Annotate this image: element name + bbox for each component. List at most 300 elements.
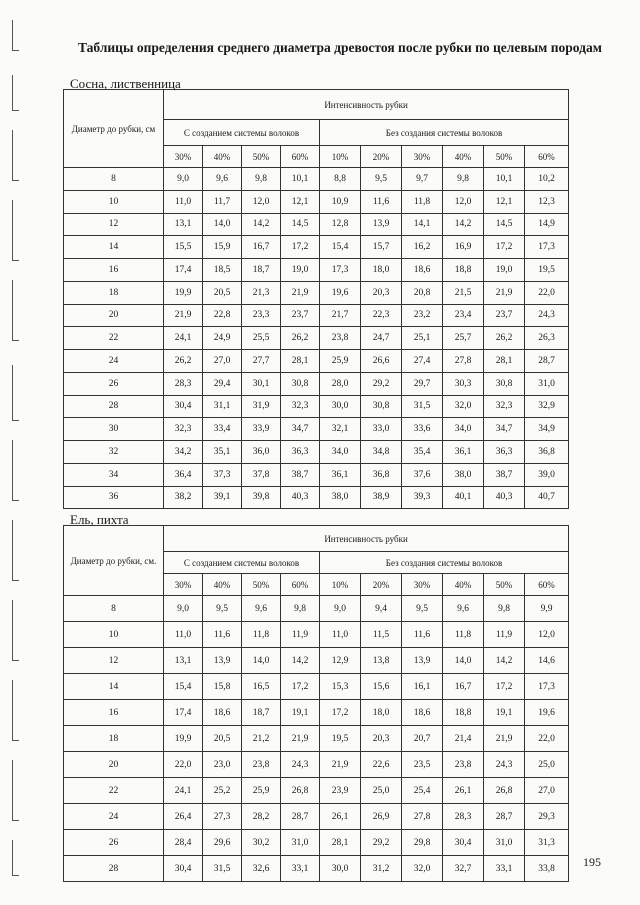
section-title-pine: Сосна, лиственница (70, 76, 181, 91)
value-cell: 20,7 (402, 726, 443, 752)
value-cell: 14,1 (402, 213, 443, 236)
diameter-cell: 20 (64, 752, 164, 778)
diameter-header: Диаметр до рубки, см (64, 90, 164, 168)
value-cell: 23,9 (320, 778, 361, 804)
value-cell: 34,8 (361, 441, 402, 464)
value-cell: 25,0 (361, 778, 402, 804)
value-cell: 30,4 (164, 856, 203, 882)
value-cell: 33,0 (361, 418, 402, 441)
table-row (64, 304, 569, 327)
value-cell: 21,9 (320, 752, 361, 778)
value-cell: 21,9 (484, 281, 525, 304)
value-cell: 38,7 (484, 463, 525, 486)
table-row (64, 752, 569, 778)
value-cell: 17,4 (164, 259, 203, 282)
table-row (64, 700, 569, 726)
diameter-cell: 14 (64, 674, 164, 700)
value-cell: 17,2 (484, 674, 525, 700)
value-cell: 16,9 (443, 236, 484, 259)
value-cell: 14,2 (443, 213, 484, 236)
value-cell: 33,1 (484, 856, 525, 882)
intensity-col-without: 50% (484, 574, 525, 596)
value-cell: 39,0 (525, 463, 569, 486)
value-cell: 18,6 (402, 259, 443, 282)
value-cell: 24,1 (164, 778, 203, 804)
page-title: Таблицы определения среднего диаметра древостоя после рубки по целевым породам (78, 40, 602, 55)
value-cell: 28,3 (443, 804, 484, 830)
value-cell: 26,8 (484, 778, 525, 804)
value-cell: 24,1 (164, 327, 203, 350)
value-cell: 31,3 (525, 830, 569, 856)
value-cell: 27,8 (443, 350, 484, 373)
value-cell: 22,8 (203, 304, 242, 327)
value-cell: 18,5 (203, 259, 242, 282)
value-cell: 24,3 (525, 304, 569, 327)
value-cell: 29,8 (402, 830, 443, 856)
value-cell: 12,0 (525, 622, 569, 648)
value-cell: 34,7 (484, 418, 525, 441)
intensity-col-with: 50% (242, 574, 281, 596)
value-cell: 19,1 (484, 700, 525, 726)
value-cell: 13,1 (164, 213, 203, 236)
value-cell: 15,4 (320, 236, 361, 259)
value-cell: 13,9 (203, 648, 242, 674)
value-cell: 11,8 (402, 190, 443, 213)
value-cell: 11,8 (443, 622, 484, 648)
value-cell: 28,1 (320, 830, 361, 856)
diameter-cell: 8 (64, 168, 164, 191)
value-cell: 36,1 (443, 441, 484, 464)
table-row (64, 726, 569, 752)
value-cell: 18,6 (402, 700, 443, 726)
value-cell: 27,0 (203, 350, 242, 373)
value-cell: 23,4 (443, 304, 484, 327)
value-cell: 11,0 (320, 622, 361, 648)
value-cell: 31,5 (402, 395, 443, 418)
value-cell: 10,1 (281, 168, 320, 191)
table-row (64, 441, 569, 464)
value-cell: 26,2 (281, 327, 320, 350)
value-cell: 36,0 (242, 441, 281, 464)
value-cell: 14,0 (443, 648, 484, 674)
diameter-cell: 12 (64, 648, 164, 674)
value-cell: 15,9 (203, 236, 242, 259)
value-cell: 17,2 (281, 236, 320, 259)
value-cell: 35,1 (203, 441, 242, 464)
value-cell: 32,1 (320, 418, 361, 441)
intensity-col-without: 40% (443, 574, 484, 596)
intensity-col-without: 20% (361, 574, 402, 596)
value-cell: 29,2 (361, 830, 402, 856)
value-cell: 12,8 (320, 213, 361, 236)
value-cell: 24,3 (281, 752, 320, 778)
value-cell: 27,3 (203, 804, 242, 830)
table-row (64, 213, 569, 236)
value-cell: 25,0 (525, 752, 569, 778)
value-cell: 9,0 (320, 596, 361, 622)
diameter-cell: 34 (64, 463, 164, 486)
diameter-cell: 30 (64, 418, 164, 441)
table-pine-larch (63, 89, 569, 509)
value-cell: 28,4 (164, 830, 203, 856)
diameter-cell: 16 (64, 259, 164, 282)
diameter-cell: 24 (64, 804, 164, 830)
value-cell: 36,8 (361, 463, 402, 486)
value-cell: 29,7 (402, 372, 443, 395)
value-cell: 9,0 (164, 596, 203, 622)
value-cell: 12,1 (281, 190, 320, 213)
table-row (64, 486, 569, 509)
value-cell: 36,4 (164, 463, 203, 486)
intensity-col-without: 30% (402, 146, 443, 168)
value-cell: 27,8 (402, 804, 443, 830)
value-cell: 21,2 (242, 726, 281, 752)
table-row (64, 856, 569, 882)
value-cell: 15,5 (164, 236, 203, 259)
diameter-cell: 20 (64, 304, 164, 327)
intensity-col-with: 30% (164, 574, 203, 596)
value-cell: 13,1 (164, 648, 203, 674)
value-cell: 16,7 (443, 674, 484, 700)
value-cell: 25,7 (443, 327, 484, 350)
value-cell: 21,9 (484, 726, 525, 752)
value-cell: 38,9 (361, 486, 402, 509)
value-cell: 31,0 (525, 372, 569, 395)
value-cell: 20,3 (361, 726, 402, 752)
diameter-cell: 36 (64, 486, 164, 509)
diameter-cell: 26 (64, 830, 164, 856)
intensity-header: Интенсивность рубки (164, 526, 569, 552)
value-cell: 21,4 (443, 726, 484, 752)
value-cell: 36,3 (281, 441, 320, 464)
table-row (64, 418, 569, 441)
value-cell: 34,9 (525, 418, 569, 441)
intensity-col-with: 30% (164, 146, 203, 168)
value-cell: 19,0 (281, 259, 320, 282)
value-cell: 19,9 (164, 281, 203, 304)
diameter-cell: 16 (64, 700, 164, 726)
value-cell: 30,1 (242, 372, 281, 395)
value-cell: 25,9 (242, 778, 281, 804)
value-cell: 11,9 (484, 622, 525, 648)
value-cell: 25,2 (203, 778, 242, 804)
value-cell: 18,0 (361, 700, 402, 726)
value-cell: 39,1 (203, 486, 242, 509)
value-cell: 14,2 (281, 648, 320, 674)
value-cell: 9,6 (443, 596, 484, 622)
value-cell: 11,6 (361, 190, 402, 213)
value-cell: 9,7 (402, 168, 443, 191)
value-cell: 11,0 (164, 622, 203, 648)
value-cell: 11,8 (242, 622, 281, 648)
value-cell: 10,1 (484, 168, 525, 191)
value-cell: 28,7 (484, 804, 525, 830)
intensity-header: Интенсивность рубки (164, 90, 569, 120)
value-cell: 31,0 (281, 830, 320, 856)
value-cell: 26,8 (281, 778, 320, 804)
value-cell: 28,7 (281, 804, 320, 830)
value-cell: 30,8 (484, 372, 525, 395)
table-row (64, 830, 569, 856)
value-cell: 9,6 (203, 168, 242, 191)
diameter-cell: 26 (64, 372, 164, 395)
table-row (64, 674, 569, 700)
value-cell: 30,4 (443, 830, 484, 856)
value-cell: 30,3 (443, 372, 484, 395)
value-cell: 27,7 (242, 350, 281, 373)
value-cell: 24,9 (203, 327, 242, 350)
value-cell: 13,8 (361, 648, 402, 674)
value-cell: 14,6 (525, 648, 569, 674)
diameter-cell: 22 (64, 327, 164, 350)
value-cell: 18,8 (443, 700, 484, 726)
value-cell: 28,0 (320, 372, 361, 395)
value-cell: 19,5 (525, 259, 569, 282)
value-cell: 28,2 (242, 804, 281, 830)
diameter-cell: 8 (64, 596, 164, 622)
diameter-cell: 18 (64, 726, 164, 752)
value-cell: 9,6 (242, 596, 281, 622)
value-cell: 17,4 (164, 700, 203, 726)
diameter-cell: 24 (64, 350, 164, 373)
value-cell: 17,2 (281, 674, 320, 700)
value-cell: 15,6 (361, 674, 402, 700)
value-cell: 26,2 (484, 327, 525, 350)
value-cell: 37,8 (242, 463, 281, 486)
value-cell: 21,7 (320, 304, 361, 327)
value-cell: 15,8 (203, 674, 242, 700)
value-cell: 30,8 (361, 395, 402, 418)
value-cell: 25,4 (402, 778, 443, 804)
value-cell: 23,7 (484, 304, 525, 327)
value-cell: 18,6 (203, 700, 242, 726)
value-cell: 26,2 (164, 350, 203, 373)
value-cell: 32,7 (443, 856, 484, 882)
value-cell: 24,7 (361, 327, 402, 350)
value-cell: 18,8 (443, 259, 484, 282)
value-cell: 16,5 (242, 674, 281, 700)
intensity-col-without: 60% (525, 574, 569, 596)
value-cell: 40,3 (281, 486, 320, 509)
value-cell: 17,3 (320, 259, 361, 282)
value-cell: 26,9 (361, 804, 402, 830)
value-cell: 9,0 (164, 168, 203, 191)
table-row (64, 327, 569, 350)
group-without-skid-trails: Без создания системы волоков (320, 120, 569, 146)
value-cell: 18,7 (242, 259, 281, 282)
value-cell: 34,0 (443, 418, 484, 441)
value-cell: 39,3 (402, 486, 443, 509)
diameter-cell: 28 (64, 856, 164, 882)
value-cell: 19,0 (484, 259, 525, 282)
value-cell: 11,0 (164, 190, 203, 213)
value-cell: 32,0 (402, 856, 443, 882)
value-cell: 9,9 (525, 596, 569, 622)
section-title-spruce: Ель, пихта (70, 512, 129, 527)
value-cell: 12,3 (525, 190, 569, 213)
value-cell: 19,5 (320, 726, 361, 752)
intensity-col-without: 30% (402, 574, 443, 596)
intensity-col-without: 10% (320, 574, 361, 596)
table-row (64, 463, 569, 486)
value-cell: 14,9 (525, 213, 569, 236)
value-cell: 18,7 (242, 700, 281, 726)
value-cell: 24,3 (484, 752, 525, 778)
value-cell: 39,8 (242, 486, 281, 509)
value-cell: 32,9 (525, 395, 569, 418)
intensity-col-without: 60% (525, 146, 569, 168)
group-with-skid-trails: С созданием системы волоков (164, 552, 320, 574)
value-cell: 22,6 (361, 752, 402, 778)
value-cell: 20,5 (203, 281, 242, 304)
value-cell: 9,4 (361, 596, 402, 622)
value-cell: 40,1 (443, 486, 484, 509)
value-cell: 11,5 (361, 622, 402, 648)
value-cell: 14,5 (281, 213, 320, 236)
value-cell: 38,0 (443, 463, 484, 486)
intensity-col-with: 50% (242, 146, 281, 168)
value-cell: 9,8 (242, 168, 281, 191)
value-cell: 9,5 (361, 168, 402, 191)
table-row (64, 395, 569, 418)
value-cell: 38,7 (281, 463, 320, 486)
value-cell: 23,3 (242, 304, 281, 327)
value-cell: 37,3 (203, 463, 242, 486)
value-cell: 13,9 (361, 213, 402, 236)
table-row (64, 350, 569, 373)
table-row (64, 648, 569, 674)
intensity-col-without: 50% (484, 146, 525, 168)
value-cell: 38,2 (164, 486, 203, 509)
value-cell: 15,7 (361, 236, 402, 259)
value-cell: 16,1 (402, 674, 443, 700)
value-cell: 22,0 (525, 281, 569, 304)
value-cell: 14,2 (242, 213, 281, 236)
group-with-skid-trails: С созданием системы волоков (164, 120, 320, 146)
value-cell: 20,3 (361, 281, 402, 304)
value-cell: 38,0 (320, 486, 361, 509)
value-cell: 19,6 (525, 700, 569, 726)
value-cell: 23,5 (402, 752, 443, 778)
value-cell: 33,1 (281, 856, 320, 882)
diameter-cell: 18 (64, 281, 164, 304)
value-cell: 8,8 (320, 168, 361, 191)
value-cell: 32,6 (242, 856, 281, 882)
value-cell: 26,3 (525, 327, 569, 350)
value-cell: 30,0 (320, 856, 361, 882)
value-cell: 21,3 (242, 281, 281, 304)
value-cell: 14,0 (242, 648, 281, 674)
diameter-cell: 14 (64, 236, 164, 259)
value-cell: 17,2 (320, 700, 361, 726)
value-cell: 12,1 (484, 190, 525, 213)
value-cell: 29,2 (361, 372, 402, 395)
value-cell: 22,0 (525, 726, 569, 752)
value-cell: 35,4 (402, 441, 443, 464)
value-cell: 29,3 (525, 804, 569, 830)
diameter-cell: 32 (64, 441, 164, 464)
value-cell: 14,2 (484, 648, 525, 674)
value-cell: 33,9 (242, 418, 281, 441)
diameter-cell: 22 (64, 778, 164, 804)
value-cell: 30,0 (320, 395, 361, 418)
value-cell: 29,4 (203, 372, 242, 395)
value-cell: 23,8 (242, 752, 281, 778)
table-row (64, 778, 569, 804)
value-cell: 22,3 (361, 304, 402, 327)
value-cell: 11,7 (203, 190, 242, 213)
intensity-col-with: 40% (203, 146, 242, 168)
intensity-col-with: 40% (203, 574, 242, 596)
diameter-cell: 28 (64, 395, 164, 418)
value-cell: 14,0 (203, 213, 242, 236)
table-row (64, 281, 569, 304)
table-row (64, 596, 569, 622)
value-cell: 20,8 (402, 281, 443, 304)
value-cell: 28,3 (164, 372, 203, 395)
value-cell: 30,8 (281, 372, 320, 395)
value-cell: 25,5 (242, 327, 281, 350)
value-cell: 18,0 (361, 259, 402, 282)
value-cell: 9,8 (443, 168, 484, 191)
value-cell: 17,3 (525, 236, 569, 259)
value-cell: 22,0 (164, 752, 203, 778)
value-cell: 14,5 (484, 213, 525, 236)
value-cell: 33,4 (203, 418, 242, 441)
value-cell: 29,6 (203, 830, 242, 856)
value-cell: 34,7 (281, 418, 320, 441)
value-cell: 9,5 (402, 596, 443, 622)
table-spruce-fir (63, 525, 569, 882)
value-cell: 30,2 (242, 830, 281, 856)
value-cell: 19,9 (164, 726, 203, 752)
table-row (64, 622, 569, 648)
value-cell: 36,3 (484, 441, 525, 464)
value-cell: 9,5 (203, 596, 242, 622)
value-cell: 31,0 (484, 830, 525, 856)
value-cell: 11,9 (281, 622, 320, 648)
value-cell: 32,3 (484, 395, 525, 418)
value-cell: 26,6 (361, 350, 402, 373)
value-cell: 20,5 (203, 726, 242, 752)
value-cell: 11,6 (203, 622, 242, 648)
intensity-col-without: 20% (361, 146, 402, 168)
value-cell: 40,3 (484, 486, 525, 509)
value-cell: 28,7 (525, 350, 569, 373)
value-cell: 23,8 (443, 752, 484, 778)
value-cell: 37,6 (402, 463, 443, 486)
page-number: 195 (583, 855, 601, 869)
value-cell: 9,8 (281, 596, 320, 622)
value-cell: 19,6 (320, 281, 361, 304)
intensity-col-without: 10% (320, 146, 361, 168)
value-cell: 27,0 (525, 778, 569, 804)
value-cell: 21,9 (281, 726, 320, 752)
group-without-skid-trails: Без создания системы волоков (320, 552, 569, 574)
value-cell: 16,7 (242, 236, 281, 259)
value-cell: 11,6 (402, 622, 443, 648)
intensity-col-with: 60% (281, 146, 320, 168)
value-cell: 32,0 (443, 395, 484, 418)
value-cell: 23,8 (320, 327, 361, 350)
value-cell: 15,3 (320, 674, 361, 700)
intensity-col-with: 60% (281, 574, 320, 596)
table-row (64, 804, 569, 830)
value-cell: 10,9 (320, 190, 361, 213)
diameter-cell: 12 (64, 213, 164, 236)
table-row (64, 236, 569, 259)
value-cell: 21,5 (443, 281, 484, 304)
